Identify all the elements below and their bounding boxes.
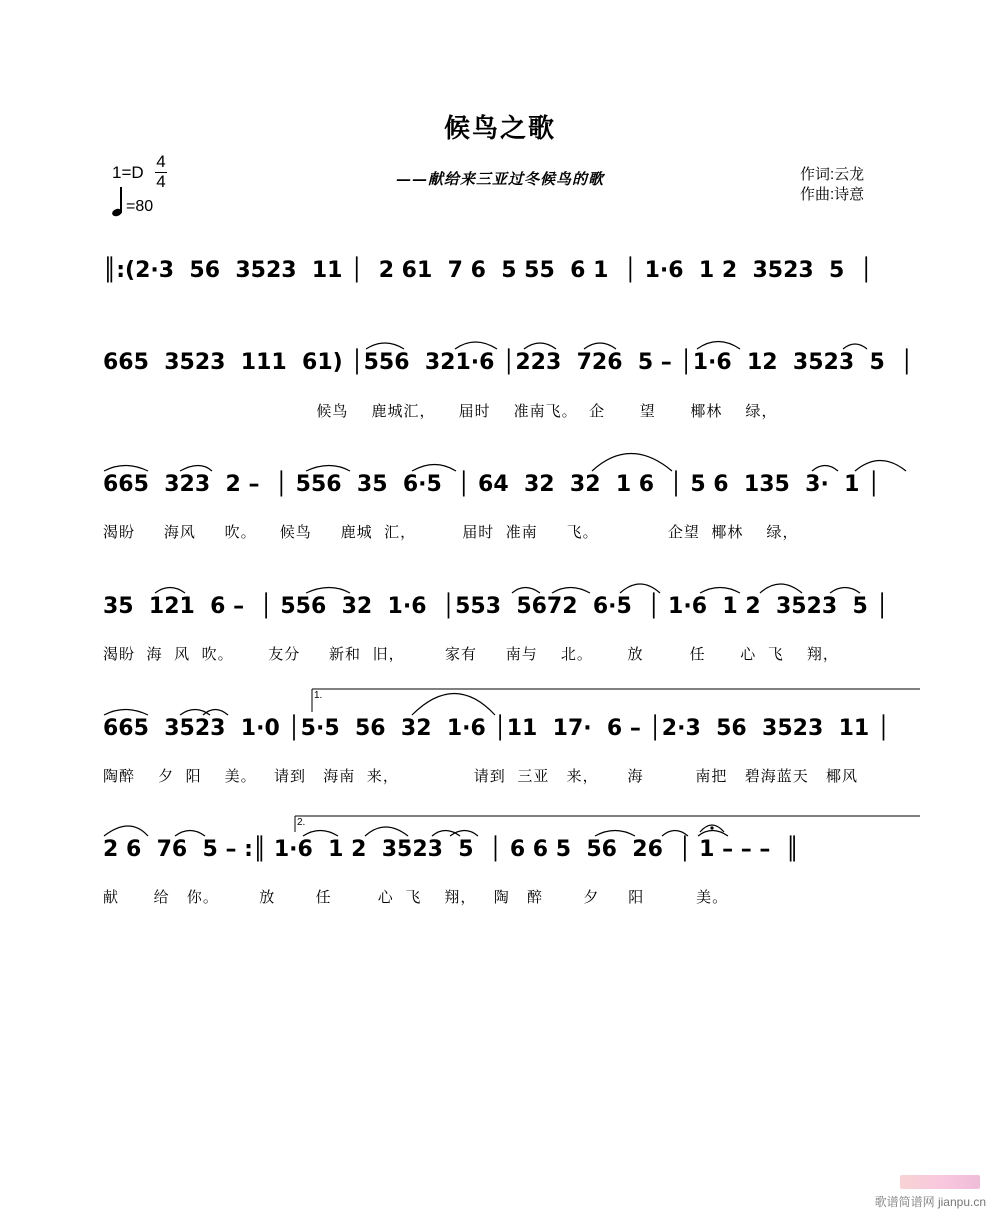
- notes-row-1: ║:(2·3 56 3523 11 │ 2 61 7 6 5 55 6 1 │ 1·6 1 2 3523 5 │: [103, 258, 873, 283]
- time-bottom: 4: [156, 172, 166, 191]
- lyrics-row-6: 献 给 你。 放 任 心 飞 翔， 陶 醉 夕 阳 美。: [103, 888, 729, 906]
- time-top: 4: [156, 152, 166, 171]
- volta-2-bracket: [295, 816, 920, 832]
- notes-row-4: 35 121 6 – │ 556 32 1·6 │553 5672 6·5 │ 1·6 1 2 3523 5 │: [103, 594, 889, 619]
- lyricist-credit: 作词:云龙: [800, 166, 865, 183]
- song-subtitle: ——献给来三亚过冬候鸟的歌: [395, 170, 604, 188]
- notes-row-2: 665 3523 111 61) │556 321·6 │223 726 5 – │1·6 12 3523 5 │: [103, 350, 914, 375]
- notes-row-3: 665 323 2 – │ 556 35 6·5 │ 64 32 32 1 6 │ 5 6 135 3· 1 │: [103, 472, 881, 497]
- volta-1-bracket: [312, 689, 920, 712]
- watermark-logo: [900, 1175, 980, 1189]
- tempo-value: =80: [126, 198, 154, 215]
- lyrics-row-5: 陶醉 夕 阳 美。 请到 海南 来， 请到 三亚 来， 海 南把 碧海蓝天 椰风: [103, 767, 859, 785]
- notes-row-6: 2 6 76 5 – :║ 1·6 1 2 3523 5 │ 6 6 5 56 26 │ 1 – – – ║: [103, 837, 799, 862]
- lyrics-row-2: 候鸟 鹿城汇， 届时 准南飞。 企 望 椰林 绿，: [103, 402, 778, 420]
- slurs: [104, 342, 906, 837]
- key-signature: 1=D: [112, 163, 144, 182]
- song-title: 候鸟之歌: [443, 114, 556, 144]
- composer-credit: 作曲:诗意: [800, 186, 865, 203]
- lyrics-row-3: 渴盼 海风 吹。 候鸟 鹿城 汇， 届时 准南 飞。 企望 椰林 绿，: [103, 523, 799, 541]
- volta-2-label: 2.: [297, 817, 306, 828]
- watermark-text: 歌谱简谱网 jianpu.cn: [874, 1195, 986, 1209]
- lyrics-row-4: 渴盼 海 风 吹。 友分 新和 旧， 家有 南与 北。 放 任 心 飞 翔，: [103, 645, 839, 663]
- notes-row-5: 665 3523 1·0 │5·5 56 32 1·6 │11 17· 6 – │2·3 56 3523 11 │: [103, 716, 891, 741]
- volta-1-label: 1.: [314, 690, 323, 701]
